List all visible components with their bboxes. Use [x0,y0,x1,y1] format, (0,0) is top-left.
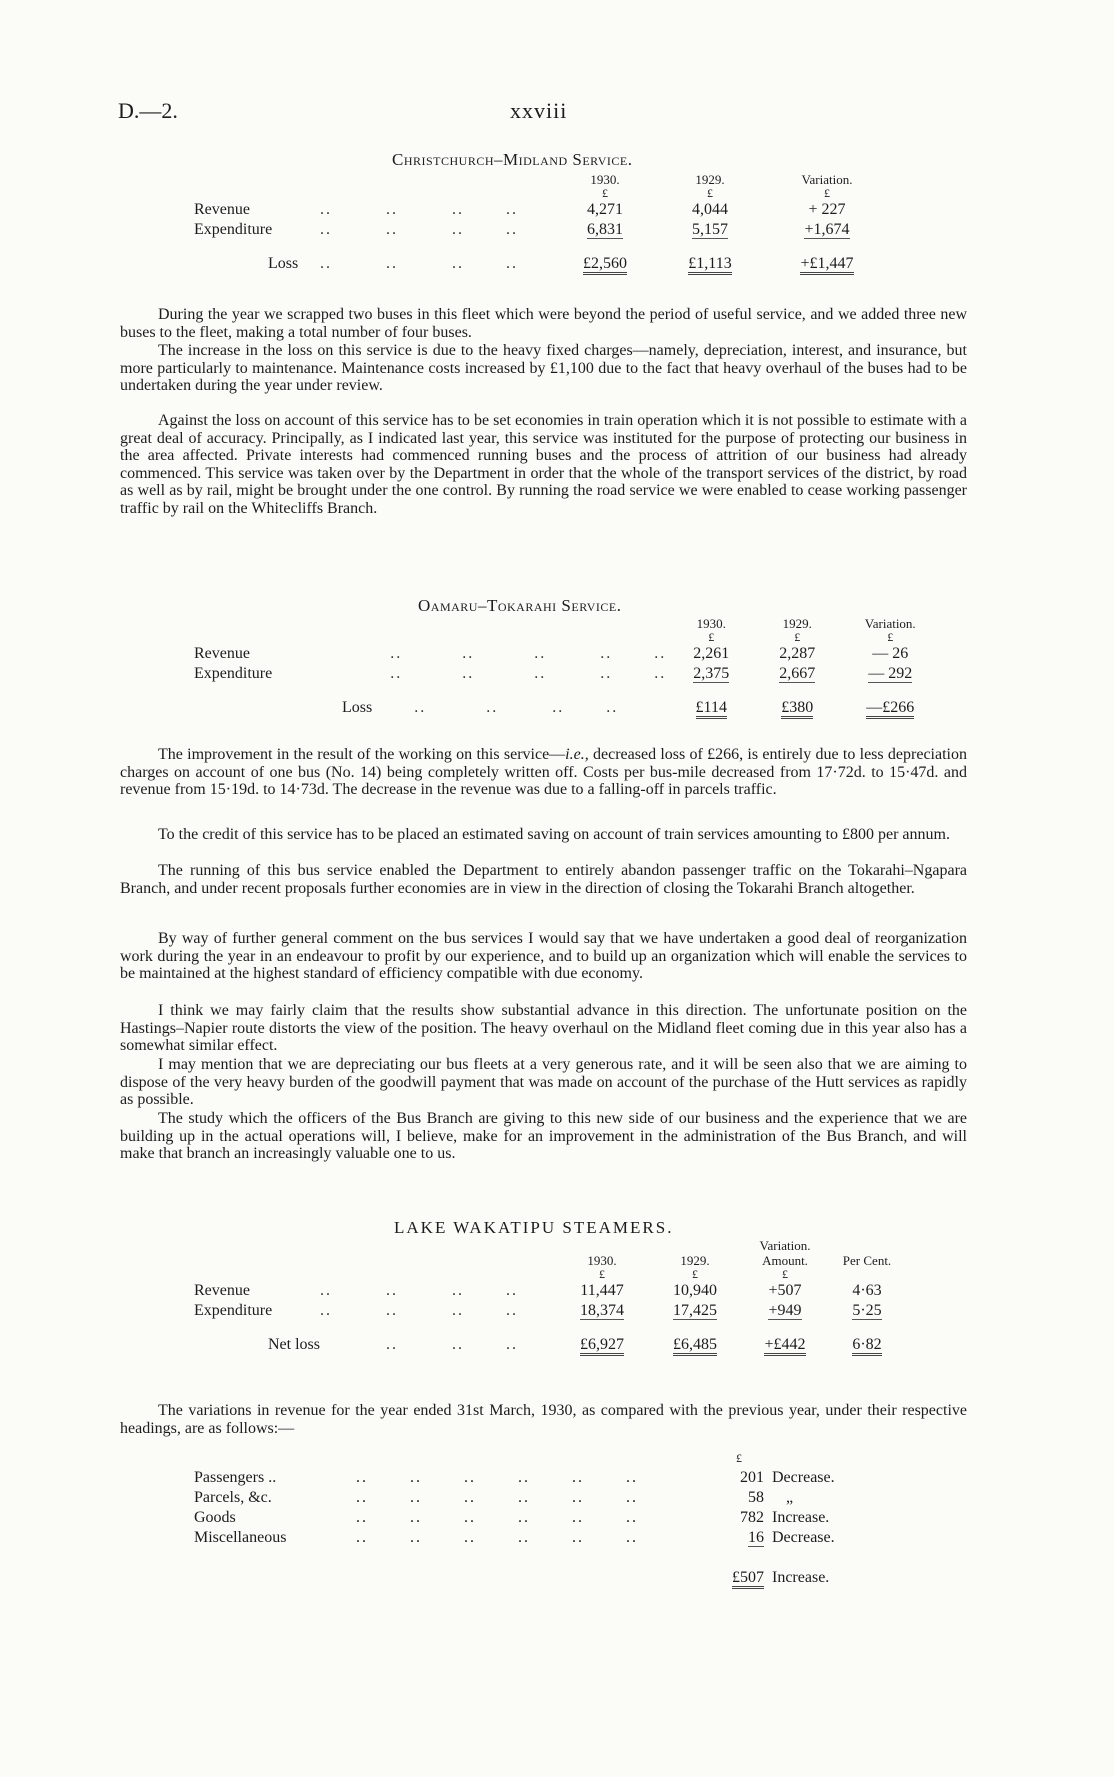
oamaru-table: 1930. 1929. Variation. £ £ £ Revenue .. .. .. .. .. 2,261 2,287 — 26 Expenditure .. .. .. .. .. 2,375 2,667 — 292 Loss .. .. .. .. £114 £380 —£266 [194,616,942,718]
col-1930: 1930. [590,172,620,187]
list-item: Passengers .. .. .. .. .. .. .. 201 Decrease. [194,1469,835,1486]
document-reference: D.—2. [118,98,178,123]
revenue-variations-list: £ Passengers .. .. .. .. .. .. .. 201 Decrease. Parcels, &c. .. .. .. .. .. .. 58 „ Goods .. .. .. .. .. .. 782 Increase. Miscellaneous .. .. .. .. .. .. 16 Decrease. £507 Increase. [194,1448,864,1588]
col-variation: Variation. [801,172,853,187]
currency: £ [707,186,713,200]
list-item: Parcels, &c. .. .. .. .. .. .. 58 „ [194,1489,794,1506]
currency: £ [602,186,608,200]
col-1929: 1929. [695,172,725,187]
table-total-row: Loss .. .. .. .. £114 £380 —£266 [194,698,942,718]
list-item: Goods .. .. .. .. .. .. 782 Increase. [194,1509,830,1526]
oamaru-title: Oamaru–Tokarahi Service. [418,596,622,615]
table-row: Expenditure .. .. .. .. 18,374 17,425 +949 5·25 [194,1302,882,1319]
paragraph: During the year we scrapped two buses in this fleet which were beyond the period of useful service, and we added three new buses to the fleet, making a total number of four buses. [120,306,967,341]
christchurch-title: Christchurch–Midland Service. [392,150,633,169]
currency: £ [824,186,830,200]
paragraph: By way of further general comment on the bus services I would say that we have undertaken a good deal of reorganization work during the year in an endeavour to profit by our experience, and to build up an organization which will enable the services to be maintained at the highest standard of efficiency compatible with due economy. [120,930,967,982]
paragraph: The increase in the loss on this service is due to the heavy fixed charges—namely, depreciation, interest, and insurance, but more particularly to maintenance. Maintenance costs increased by £1,100 due to the fact that heavy overhaul of the buses had to be undertaken during the year under review. [120,342,967,394]
list-item: Miscellaneous .. .. .. .. .. .. 16 Decrease. [194,1529,835,1546]
paragraph: The variations in revenue for the year ended 31st March, 1930, as compared with the previous year, under their respective headings, are as follows:— [120,1402,967,1437]
paragraph: The improvement in the result of the working on this service—i.e., decreased loss of £266, is entirely due to less depreciation charges on account of one bus (No. 14) being completely written off. Costs per bus-mile decreased from 17·72d. to 15·47d. and revenue from 15·19d. to 14·73d. The decrease in the revenue was due to a falling-off in parcels traffic. [120,746,967,798]
table-total-row: Net loss .. .. .. £6,927 £6,485 +£442 6·82 [194,1335,904,1355]
paragraph: To the credit of this service has to be placed an estimated saving on account of train services amounting to £800 per annum. [158,826,950,843]
paragraph: I may mention that we are depreciating our bus fleets at a very generous rate, and it will be seen also that we are aiming to dispose of the very heavy burden of the goodwill payment that was made on account of the purchase of the Hutt services as rapidly as possible. [120,1056,967,1108]
page-header [118,98,978,128]
wakatipu-table: Variation. 1930. 1929. Amount. Per Cent. £ £ £ Revenue .. .. .. .. 11,447 10,940 +507 4·63 Expenditure .. .. .. .. 18,374 17,425 +949 5·25 Net loss .. .. .. £6,927 £6,485 +£442 6·82 [194,1238,904,1355]
paragraph: The running of this bus service enabled the Department to entirely abandon passenger traffic on the Tokarahi–Ngapara Branch, and under recent proposals further economies are in view in the direction of closing the Tokarahi Branch altogether. [120,862,967,897]
wakatipu-title: LAKE WAKATIPU STEAMERS. [394,1218,674,1237]
paragraph: I think we may fairly claim that the results show substantial advance in this direction. The unfortunate position on the Hastings–Napier route distorts the view of the position. The heavy overhaul on the Midland fleet coming due in this year also has a somewhat similar effect. [120,1002,967,1054]
table-total-row: Loss .. .. .. .. £2,560 £1,113 +£1,447 [194,254,894,274]
page-number: xxviii [510,98,568,123]
christchurch-table [194,172,894,274]
table-row: Revenue .. .. .. .. 4,271 4,044 + 227 [194,201,846,218]
table-row: Expenditure .. .. .. .. .. 2,375 2,667 — 292 [194,665,913,682]
list-total: £507 Increase. [194,1568,864,1588]
paragraph: Against the loss on account of this service has to be set economies in train operation which it is not possible to estimate with a great deal of accuracy. Principally, as I indicated last year, this service was instituted for the purpose of protecting our business in the area affected. Private interests had commenced running buses and the process of attrition of our business had already commenced. This service was taken over by the Department in order that the whole of the transport services of the district, by road as well as by rail, might be brought under the one control. By running the road service we were enabled to cease working passenger traffic by rail on the Whitecliffs Branch. [120,412,967,517]
table-row: Expenditure .. .. .. .. 6,831 5,157 +1,674 [194,221,850,238]
table-row: Revenue .. .. .. .. .. 2,261 2,287 — 26 [194,645,909,662]
paragraph: The study which the officers of the Bus Branch are giving to this new side of our business and the experience that we are building up in the actual operations will, I believe, make for an improvement in the administration of the Bus Branch, and will make that branch an increasingly valuable one to us. [120,1110,967,1162]
table-row: Revenue .. .. .. .. 11,447 10,940 +507 4·63 [194,1282,882,1299]
